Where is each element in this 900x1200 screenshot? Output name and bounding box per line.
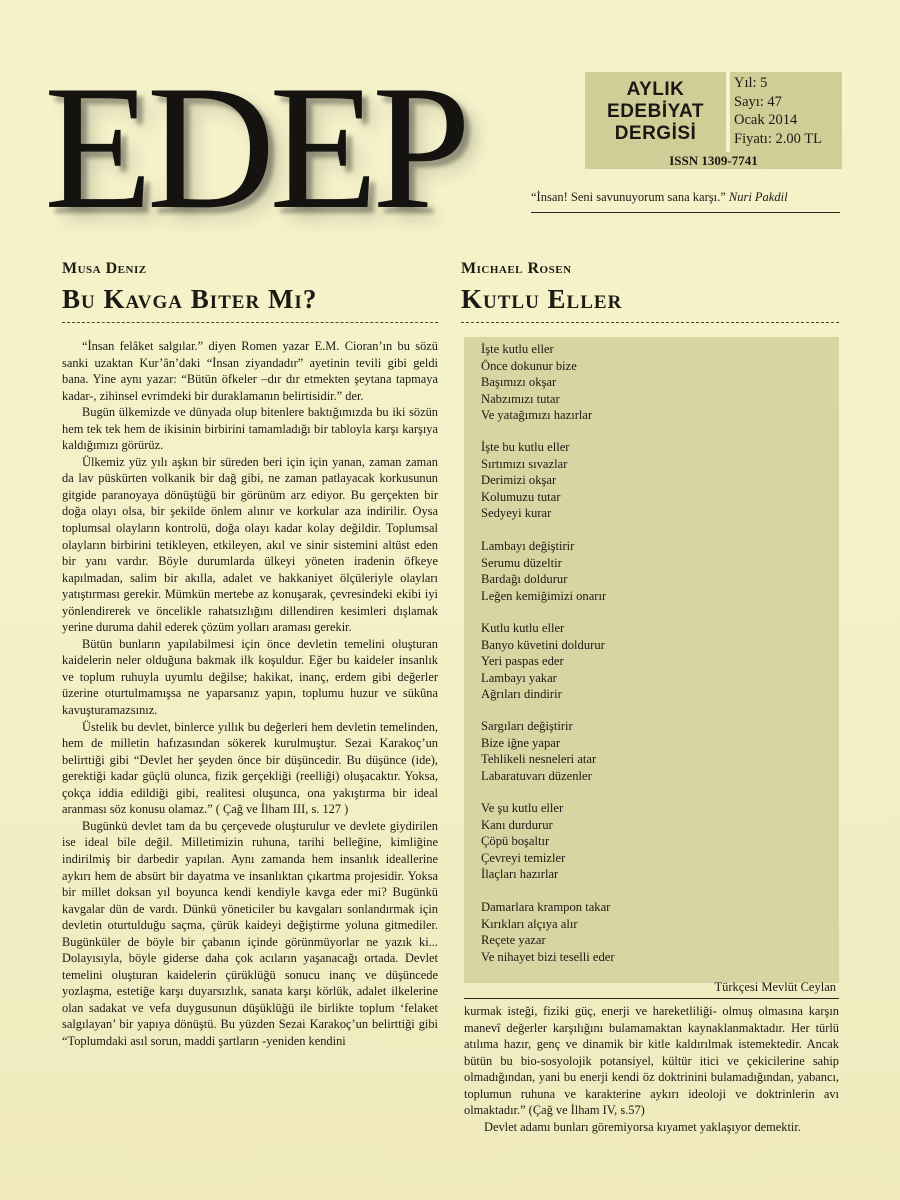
poem-line: İşte kutlu eller [481,342,554,356]
poem-line: İşte bu kutlu eller [481,440,570,454]
poem-line: Kutlu kutlu eller [481,621,565,635]
poem-line: Banyo küvetini doldurur [481,637,605,652]
paragraph: Devlet adamı bunları göremiyorsa kıyamet yaklaşıyor demektir. [484,1119,801,1134]
poem-line: Çöpü boşaltır [481,834,550,848]
poem-line: Ve şu kutlu eller [481,801,564,815]
paragraph: Ülkemiz yüz yılı aşkın bir süreden beri için için yanan, zaman zaman da lav püskürten volkanik bir dağ gibi, ne zaman patlayacak korkusunun gitgide paranoyaya dönüştüğü bir görünüm arz ediyor. Bu gerçekten bir doğa olayı olsa, bir şekilde önlem alınır ve korkular aza indirilir. Oysa toplumsal olayların kontrolü, doğa olayı kadar kolay değildir. Toplumsal olayların birbirini tetikleyen, etkileyen, akıl ve sinir sistemini altüst eden bir yanı vardır. Böyle durumlarda ülkeyi yöneten iradenin öfkeye kapılmadan, salim bir akılla, adalet ve hakkaniyet ölçüleriyle olayları yatıştırması gerekir. Mümkün mertebe az konuşarak, çevresindeki ekibi iyi yönlendirerek ve öncelikle rahatsızlığını dillendiren kesimleri dışlamak yerine duruma dahil ederek çözüm yolları araması gerekir. [62,454,438,635]
left-article-title: Bu Kavga Biter Mi? [62,284,318,314]
poem-line: Kanı durdurur [481,817,553,832]
paragraph: Bugün ülkemizde ve dünyada olup bitenlere baktığımızda bu iki sözün hem tek tek hem de ikisinin birbirini tamamladığı bir tabloyla karşı karşıya kaldığımızı görürüz. [62,405,438,453]
poem-line: Serumu düzeltir [481,555,562,570]
right-article-title: Kutlu Eller [461,284,623,314]
poem-line: Kırıkları alçıya alır [481,916,578,931]
poem-line: Sedyeyi kurar [481,506,552,520]
magazine-subtitle [585,72,726,152]
issue-year: Yıl: 5 [734,75,768,91]
left-header-divider [62,322,438,323]
quote-author: Nuri Pakdil [728,190,788,204]
poem-stanza [481,718,596,784]
left-article-body [62,338,438,1050]
issue-info [730,72,842,152]
issue-number: Sayı: 47 [734,93,782,110]
paragraph: Üstelik bu devlet, binlerce yıllık bu değerleri hem devletin temelinden, hem de milletin hafızasından sökerek kurulmuştur. Sezai Karakoç’un belirttiği gibi “Devlet her şeyden önce bir düşüncedir. Bu düşünce (ide), gerektiği kadar güçlü olunca, fizik gerçekliği (reelliği) oluşacaktır. Yoksa, çokça iddia edildiği gibi, realitesi oluşunca, ona yakıştırma bir ideal aranması söz konusu olamaz.” ( Çağ ve İlham III, s. 127 ) [62,719,438,817]
poem-line: Sargıları değiştirir [481,719,573,733]
paragraph: Bütün bunların yapılabilmesi için önce devletin temelini oluşturan kaidelerin neler olduğuna bakmak ilk koşuldur. Eğer bu kaideler insanlık ve toplum ruhuyla uyumlu değilse; hakikat, inanç, erdem gibi değerler üzerine oturtulmamışsa ne yaparsanız yapın, toplumu huzur ve sükûna kavuşturamazsınız. [62,636,438,718]
issn: ISSN 1309-7741 [585,152,842,169]
poem-line: Başımızı okşar [481,375,557,389]
subtitle-line: DERGİSİ [614,123,697,144]
poem-stanza [481,899,615,965]
poem-line: Ve nihayet bizi teselli eder [481,949,615,964]
issue-price: Fiyatı: 2.00 TL [734,130,822,147]
poem-line: Önce dokunur bize [481,358,577,373]
subtitle-line: EDEBİYAT [607,101,704,122]
poem-line: Sırtımızı sıvazlar [481,456,568,471]
subtitle-line: AYLIK [626,79,685,100]
poem-line: Leğen kemiğimizi onarır [481,588,607,603]
poem-line: Çevreyi temizler [481,850,566,865]
poem-line: Lambayı yakar [481,670,557,685]
poem-line: İlaçları hazırlar [481,867,559,881]
poem-line: Tehlikeli nesneleri atar [481,752,597,766]
paragraph: kurmak isteği, fiziki güç, enerji ve hareketliliği- olmuş olmasına karşın manevî değerler karşılığını bulamamaktan kaynaklanmaktadır. Her türlü atılıma hazır, genç ve dinamik bir kitle kaldırılmak istemektedir. Ancak bütün bu bio-sosyolojik potansiyel, kültür itici ve çekicilerine sahip olmadığından, yani bu enerji kendi öz doktrinini bulamadığından, yabancı, toplumun ruhuna ve karakterine aykırı ideoloji ve doktrinlerin avı olmaktadır.” (Çağ ve İlham IV, s.57) [464,1004,839,1118]
poem-line: Damarlara krampon takar [481,900,611,914]
poem-line: Kolumuzu tutar [481,489,561,504]
poem-stanza [481,538,606,604]
poem-line: Derimizi okşar [481,473,557,487]
quote-text: “İnsan! Seni savunuyorum sana karşı.” [531,190,726,204]
right-header-divider [461,322,839,323]
poem-line: Bize iğne yapar [481,735,561,750]
poem-stanza [481,800,565,883]
left-article-continuation [464,1003,839,1135]
poem-line: Bardağı doldurur [481,572,568,586]
paragraph: “İnsan felâket salgılar.” diyen Romen yazar E.M. Cioran’ın bu sözü sanki uzaktan Kur’ân’daki “İnsan ziyandadır” ayetinin tevili gibi geldi bana. Yine aynı yazar: “Bütün öfkeler –dır dır etmekten şeytana tapmaya kadar-, zihinsel evrimdeki bir duraklamanın belirtisidir.” der. [62,339,438,403]
right-article-author: Michael Rosen [461,260,572,277]
translator-credit: Türkçesi Mevlüt Ceylan [714,980,836,994]
poem-line: Reçete yazar [481,933,546,947]
poem-stanza [481,341,592,424]
issue-date: Ocak 2014 [734,112,798,128]
poem-line: Nabzımızı tutar [481,391,560,406]
magazine-logo: EDEP [44,48,465,246]
quote-underline [531,212,840,213]
poem-line: Ağrıları dindirir [481,687,562,701]
poem-line: Lambayı değiştirir [481,539,575,553]
column-separator [464,998,839,999]
masthead-quote [531,190,788,205]
poem-line: Yeri paspas eder [481,654,564,668]
poem-stanza [481,620,605,703]
poem-line: Labaratuvarı düzenler [481,768,592,783]
poem-line: Ve yatağımızı hazırlar [481,408,593,422]
left-article-author: Musa Deniz [62,260,147,277]
poem-stanza [481,439,569,522]
paragraph: Bugünkü devlet tam da bu çerçevede oluşturulur ve devlete giydirilen ise ideal bile değil. Milletimizin ruhuna, tarihi belleğine, kimliğine indirilmiş bir darbedir yapılan. Aynı zamanda hem insanlık ideallerine aykırı hem de absürt bir dayatma ve insanlıktan çıkartma projesidir. Yoksa bir millet doksan yıl boyunca kendi kendiyle kavga eder mi? Bugünkü kavgalar dün de vardı. Dünkü yöneticiler bu kavgaları sonlandırmak için devletin oturtulduğu saçma, çürük kaideyi değiştirme yoluna gitmediler. Bugünküler de böyle bir çabanın içinde görünmüyorlar ne yazık ki... Dolayısıyla, böyle giderse daha çok acıların yaşanacağı ortada. Devlet temelini oluşturan kaidelerin çürüklüğü sonucu inanç ve düşüncede yozlaşma, estetiğe karşı duyarsızlık, sanata karşı körlük, adalet ilkelerine olan sadakat ve vefa duygusunun düşüklüğü ile birlikte toplum ‘felaket salgılayan’ bir yapıya dönüştü. Bu yüzden Sezai Karakoç’un belirttiği gibi “Toplumdaki asıl sorun, maddi şartların -yeniden kendini [62,818,438,1048]
